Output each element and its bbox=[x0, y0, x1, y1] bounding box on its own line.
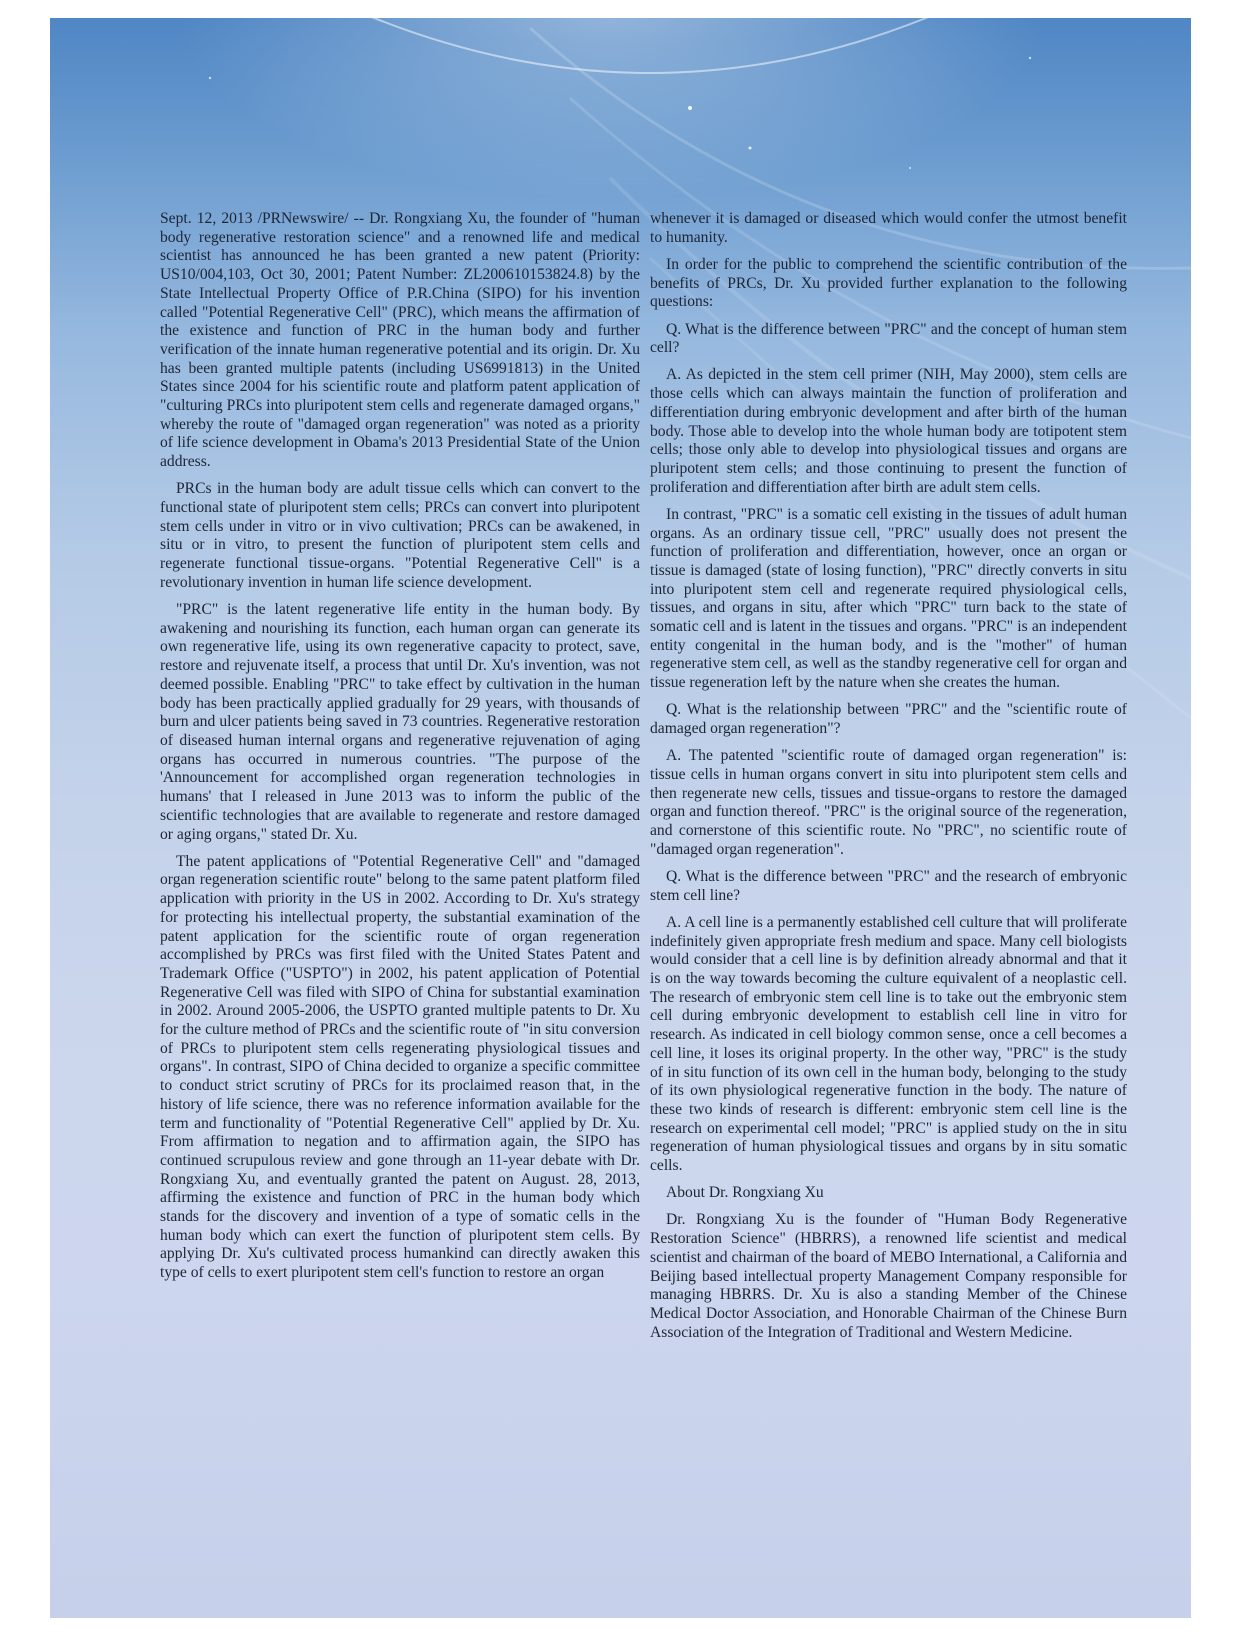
paragraph: In contrast, "PRC" is a somatic cell existing in the tissues of adult human organs. As an ordinary tissue cell, "PRC" usually does not present the function of proliferation and differentiation, however, once an organ or tissue is damaged (state of losing function), "PRC" directly converts in situ into pluripotent stem cell and regenerate required physiological cells, tissues, and organs in situ, after which "PRC" turn back to the state of somatic cell and is latent in the tissues and organs. "PRC" is an independent entity congenital in the human body, and is the "mother" of human regenerative stem cell, as well as the standby regenerative cell for organ and tissue regeneration left by the nature when she creates the human. bbox=[650, 505, 1127, 692]
page-background bbox=[50, 18, 1191, 1618]
question: Q. What is the difference between "PRC" and the research of embryonic stem cell line? bbox=[650, 868, 1127, 904]
paragraph: In order for the public to comprehend the scientific contribution of the benefits of PRCs, Dr. Xu provided further explanation to the following questions: bbox=[650, 255, 1127, 311]
paragraph: "PRC" is the latent regenerative life entity in the human body. By awakening and nourishing its function, each human organ can generate its own regenerative life, using its own regenerative capacity to protect, save, restore and rejuvenate itself, a process that until Dr. Xu's invention, was not deemed possible. Enabling "PRC" to take effect by cultivation in the human body has been practically applied gradually for 29 years, with thousands of burn and ulcer patients being saved in 73 countries. Regenerative restoration of diseased human internal organs and regenerative rejuvenation of aging organs has occurred in numerous countries. "The purpose of the 'Announcement for accomplished organ regeneration technologies in humans' that I released in June 2013 was to inform the public of the scientific technologies that are available to regenerate and restore damaged or aging organs," stated Dr. Xu. bbox=[160, 601, 640, 843]
paragraph: The patent applications of "Potential Regenerative Cell" and "damaged organ regeneration scientific route" belong to the same patent platform filed application with priority in the US in 2002. According to Dr. Xu's strategy for protecting his intellectual property, the substantial examination of the patent application for the scientific route of organ regeneration accomplished by PRCs was first filed with the United States Patent and Trademark Office ("USPTO") in 2002, his patent application of Potential Regenerative Cell was filed with SIPO of China for substantial examination in 2002. Around 2005-2006, the USPTO granted multiple patents to Dr. Xu for the culture method of PRCs and the scientific route of "in situ conversion of PRCs to pluripotent stem cells regenerating physiological tissues and organs". In contrast, SIPO of China decided to organize a specific committee to conduct strict scrutiny of PRCs for its proclaimed reason that, in the history of life science, there was no reference information available for the term and functionality of "Potential Regenerative Cell" applied by Dr. Xu. From affirmation to negation and to affirmation again, the SIPO has continued scrupulous review and gone through an 11-year debate with Dr. Rongxiang Xu, and eventually granted the patent on August. 28, 2013, affirming the existence and function of PRC in the human body which stands for the discovery and invention of a type of somatic cells in the human body which can exert the function of pluripotent stem cells. By applying Dr. Xu's cultivated process humankind can directly awaken this type of cells to exert pluripotent stem cell's function to restore an organ bbox=[160, 852, 640, 1282]
answer: A. A cell line is a permanently established cell culture that will proliferate indefinitely given appropriate fresh medium and space. Many cell biologists would consider that a cell line is by definition already abnormal and that it is on the way towards becoming the culture equivalent of a neoplastic cell. The research of embryonic stem cell line is to take out the embryonic stem cell during embryonic development to establish cell line in vitro for research. As indicated in cell biology common sense, once a cell becomes a cell line, it loses its original property. In the other way, "PRC" is the study of in situ function of its own cell in the human body, belonging to the study of its own physiological regenerative function in the body. The nature of these two kinds of research is different: embryonic stem cell line is the research on experimental cell model; "PRC" is applied study on the in situ regeneration of human physiological tissues and organs by in situ somatic cells. bbox=[650, 913, 1127, 1175]
star bbox=[688, 106, 692, 110]
article-right-column bbox=[650, 210, 1127, 1351]
planet-glow bbox=[60, 18, 1180, 238]
paragraph: whenever it is damaged or diseased which would confer the utmost benefit to humanity. bbox=[650, 210, 1127, 246]
paragraph: PRCs in the human body are adult tissue cells which can convert to the functional state of pluripotent stem cells; PRCs can convert into pluripotent stem cells under in vitro or in vivo cultivation; PRCs can be awakened, in situ or in vitro, to present the function of pluripotent stem cells and regenerate functional tissue-organs. "Potential Regenerative Cell" is a revolutionary invention in human life science development. bbox=[160, 480, 640, 591]
star bbox=[209, 77, 211, 79]
answer: A. The patented "scientific route of damaged organ regeneration" is: tissue cells in human organs convert in situ into pluripotent stem cells and then regenerate new cells, tissues and tissue-organs to restore the damaged organ and function thereof. "PRC" is the original source of the regeneration, and cornerstone of this scientific route. No "PRC", no scientific route of "damaged organ regeneration". bbox=[650, 747, 1127, 858]
star bbox=[1029, 57, 1031, 59]
paragraph: Dr. Rongxiang Xu is the founder of "Human Body Regenerative Restoration Science" (HBRRS), a renowned life scientist and medical scientist and chairman of the board of MEBO International, a California and Beijing based intellectual property Management Company responsible for managing HBRRS. Dr. Xu is also a standing Member of the Chinese Medical Doctor Association, and Honorable Chairman of the Chinese Burn Association of the Integration of Traditional and Western Medicine. bbox=[650, 1211, 1127, 1341]
article-left-column bbox=[160, 210, 640, 1291]
question: Q. What is the relationship between "PRC" and the "scientific route of damaged organ regeneration"? bbox=[650, 701, 1127, 738]
section-heading: About Dr. Rongxiang Xu bbox=[666, 1184, 824, 1202]
answer: A. As depicted in the stem cell primer (NIH, May 2000), stem cells are those cells which can always maintain the function of proliferation and differentiation during embryonic development and after birth of the human body. Those able to develop into the whole human body are totipotent stem cells; those only able to develop into physiological tissues and organs are pluripotent stem cells; and those continuing to present the function of proliferation and differentiation after birth are adult stem cells. bbox=[650, 366, 1127, 496]
star bbox=[749, 147, 752, 150]
paragraph: Sept. 12, 2013 /PRNewswire/ -- Dr. Rongxiang Xu, the founder of "human body regenerative restoration science" and a renowned life and medical scientist has announced he has been granted a new patent (Priority: US10/004,103, Oct 30, 2001; Patent Number: ZL200610153824.8) by the State Intellectual Property Office of P.R.China (SIPO) for his invention called "Potential Regenerative Cell" (PRC), which means the affirmation of the existence and function of PRC in the human body and further verification of the innate human regenerative potential and its origin. Dr. Xu has been granted multiple patents (including US6991813) in the United States since 2004 for his scientific route and platform patent application of "culturing PRCs into pluripotent stem cells and regenerate damaged organs," whereby the route of "damaged organ regeneration" was noted as a priority of life science development in Obama's 2013 Presidential State of the Union address. bbox=[160, 210, 640, 471]
star bbox=[909, 167, 911, 169]
question: Q. What is the difference between "PRC" and the concept of human stem cell? bbox=[650, 320, 1127, 357]
